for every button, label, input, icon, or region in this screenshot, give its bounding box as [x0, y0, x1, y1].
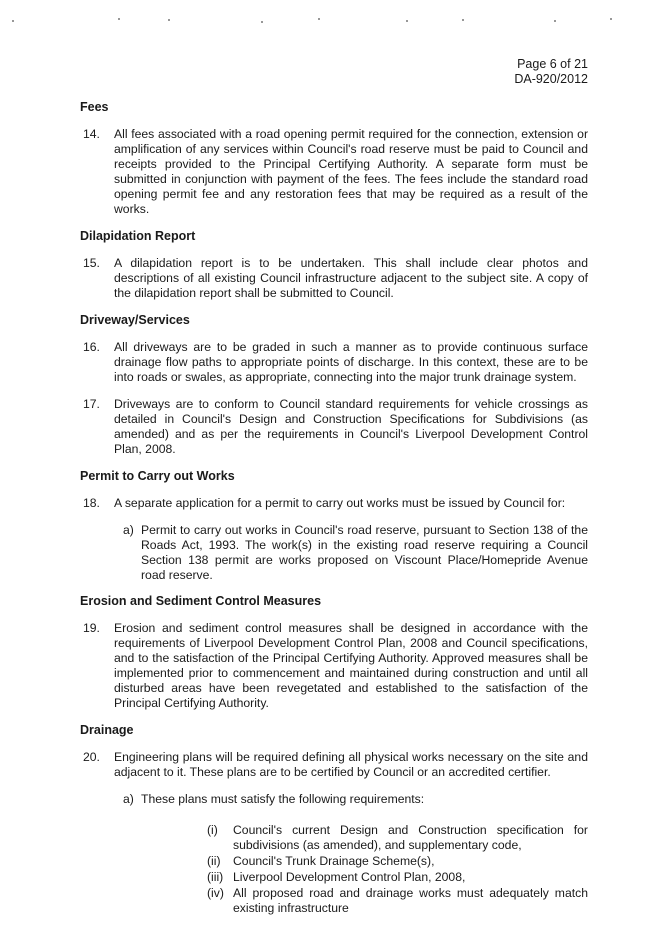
condition-text: All driveways are to be graded in such a manner as to provide continuous surface drainage flow paths to appropriate points of discharge. In this context, these are to be into roads or swales, as appropriate, connecting into the major trunk drainage system.: [114, 340, 588, 384]
condition-text: A separate application for a permit to carry out works must be issued by Council for:: [114, 496, 566, 510]
section-heading-erosion: Erosion and Sediment Control Measures: [80, 594, 322, 608]
condition-number: 20.: [83, 750, 100, 764]
requirement-item: [203, 870, 588, 885]
requirement-text: Council's current Design and Construction specification for subdivisions (as amended), and supplementary code,: [233, 823, 588, 852]
requirement-item: [203, 886, 588, 916]
requirement-item: [203, 823, 588, 853]
sub-item-label: a): [123, 523, 134, 537]
application-number: DA-920/2012: [514, 72, 588, 86]
condition-17: [80, 397, 588, 457]
page-reference: [514, 57, 588, 87]
condition-number: 15.: [83, 256, 100, 270]
section-heading-dilapidation: Dilapidation Report: [80, 229, 196, 243]
section-heading-driveway: Driveway/Services: [80, 313, 190, 327]
sub-item-text: These plans must satisfy the following requirements:: [141, 792, 425, 806]
requirement-number: (iv): [207, 886, 224, 900]
condition-18-sub-a: [80, 523, 588, 583]
section-erosion-sediment: [80, 594, 588, 711]
requirement-number: (i): [207, 823, 218, 837]
section-drainage: [80, 723, 588, 916]
condition-19: [80, 621, 588, 711]
requirement-text: Liverpool Development Control Plan, 2008,: [233, 870, 466, 884]
condition-15: [80, 256, 588, 301]
condition-number: 14.: [83, 127, 100, 141]
condition-text: Erosion and sediment control measures shall be designed in accordance with the requirements of Liverpool Development Control Plan, 2008 and Council specifications, and to the satisfaction of the Principal Certifying Authority. Approved measures shall be implemented prior to commencement and maintained during construction and until all disturbed areas have been revegetated and established to the satisfaction of the Principal Certifying Authority.: [114, 621, 588, 710]
section-heading-fees: Fees: [80, 100, 109, 114]
document-body: [80, 100, 588, 927]
section-permit-works: [80, 469, 588, 583]
scan-specks: [0, 16, 652, 22]
condition-text: Driveways are to conform to Council standard requirements for vehicle crossings as detailed in Council's Design and Construction Specifications for Subdivisions (as amended) and as per the requirements in Council's Liverpool Development Control Plan, 2008.: [114, 397, 588, 456]
condition-number: 18.: [83, 496, 100, 510]
condition-text: All fees associated with a road opening permit required for the connection, extension or amplification of any services within Council's road reserve must be paid to Council and receipts provided to the Principal Certifying Authority. A separate form must be submitted in conjunction with payment of the fees. The fees include the standard road opening permit fee and any restoration fees that may be required as a result of the works.: [114, 127, 588, 216]
sub-item-label: a): [123, 792, 134, 806]
section-fees: [80, 100, 588, 217]
page-number: Page 6 of 21: [517, 57, 588, 71]
requirement-text: Council's Trunk Drainage Scheme(s),: [233, 854, 435, 868]
requirement-text: All proposed road and drainage works must adequately match existing infrastructure: [233, 886, 588, 915]
condition-number: 16.: [83, 340, 100, 354]
requirement-number: (ii): [207, 854, 221, 868]
condition-text: A dilapidation report is to be undertaken. This shall include clear photos and descriptions of all existing Council infrastructure adjacent to the subject site. A copy of the dilapidation report shall be submitted to Council.: [114, 256, 588, 300]
condition-number: 17.: [83, 397, 100, 411]
condition-20-sub-a: [80, 792, 588, 916]
condition-text: Engineering plans will be required defining all physical works necessary on the site and adjacent to it. These plans are to be certified by Council or an accredited certifier.: [114, 750, 588, 779]
condition-number: 19.: [83, 621, 100, 635]
condition-18: [80, 496, 588, 511]
condition-14: [80, 127, 588, 217]
requirements-list: [141, 823, 588, 916]
condition-20: [80, 750, 588, 780]
section-dilapidation-report: [80, 229, 588, 301]
section-heading-drainage: Drainage: [80, 723, 134, 737]
condition-16: [80, 340, 588, 385]
section-driveway-services: [80, 313, 588, 457]
requirement-item: [203, 854, 588, 869]
requirement-number: (iii): [207, 870, 224, 884]
sub-item-text: Permit to carry out works in Council's road reserve, pursuant to Section 138 of the Roads Act, 1993. The work(s) in the existing road reserve requiring a Council Section 138 permit are works proposed on Viscount Place/Homepride Avenue road reserve.: [141, 523, 588, 582]
section-heading-permit: Permit to Carry out Works: [80, 469, 235, 483]
